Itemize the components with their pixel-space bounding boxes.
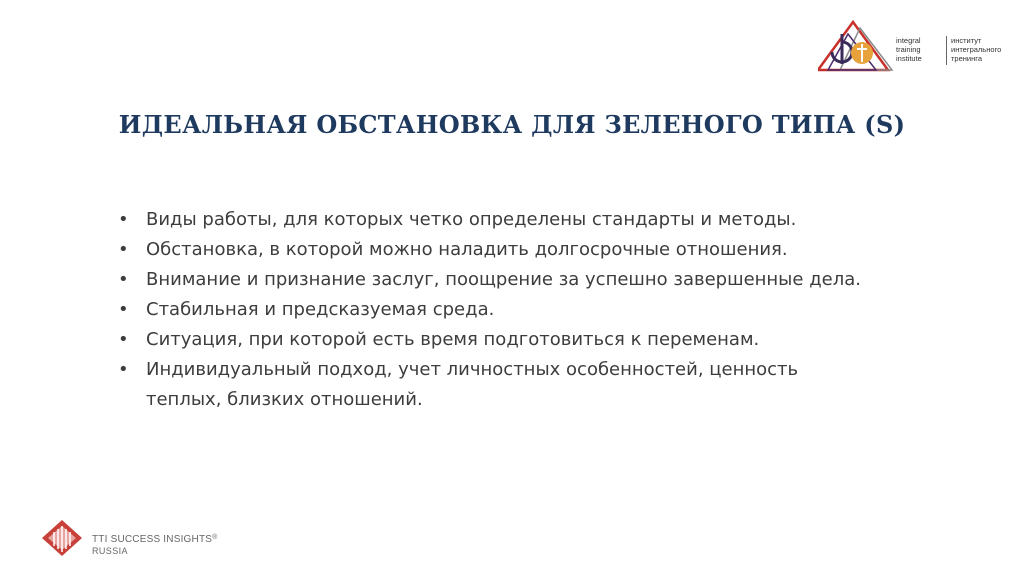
- bullet-item: • Обстановка, в которой можно наладить долгосрочные отношения.: [118, 235, 878, 265]
- bullet-item: • Внимание и признание заслуг, поощрение за успешно завершенные дела.: [118, 265, 878, 295]
- bullet-list: [118, 205, 878, 415]
- logo-text-en-line: integral: [896, 36, 921, 45]
- logo-text-ru-line: институт: [951, 36, 982, 45]
- tti-logo-name-text: TTI SUCCESS INSIGHTS: [92, 534, 213, 545]
- logo-text-en: [896, 36, 944, 63]
- slide-title: ИДЕАЛЬНАЯ ОБСТАНОВКА ДЛЯ ЗЕЛЕНОГО ТИПА (S): [118, 110, 906, 139]
- logo-text-ru: [951, 36, 1011, 63]
- institute-logo: [818, 20, 1002, 76]
- bullet-item: • Стабильная и предсказуемая среда.: [118, 295, 878, 325]
- logo-text-ru-line: интегрального: [951, 45, 1002, 54]
- logo-text-en-line: training: [896, 45, 921, 54]
- tti-logo-region: RUSSIA: [92, 546, 128, 556]
- logo-text-ru-line: тренинга: [951, 54, 982, 63]
- tti-diamond-icon: [40, 518, 86, 558]
- trademark-symbol: ®: [212, 534, 218, 541]
- logo-divider: [946, 36, 947, 65]
- bullet-item: • Индивидуальный подход, учет личностных особенностей, ценность теплых, близких отношений.: [118, 355, 878, 415]
- bullet-item: • Виды работы, для которых четко определены стандарты и методы.: [118, 205, 878, 235]
- logo-text-en-line: institute: [896, 54, 922, 63]
- itt-logo-icon: [818, 20, 898, 76]
- bullet-item: • Ситуация, при которой есть время подготовиться к переменам.: [118, 325, 878, 355]
- tti-logo: [40, 518, 240, 558]
- tti-logo-name: [92, 534, 217, 545]
